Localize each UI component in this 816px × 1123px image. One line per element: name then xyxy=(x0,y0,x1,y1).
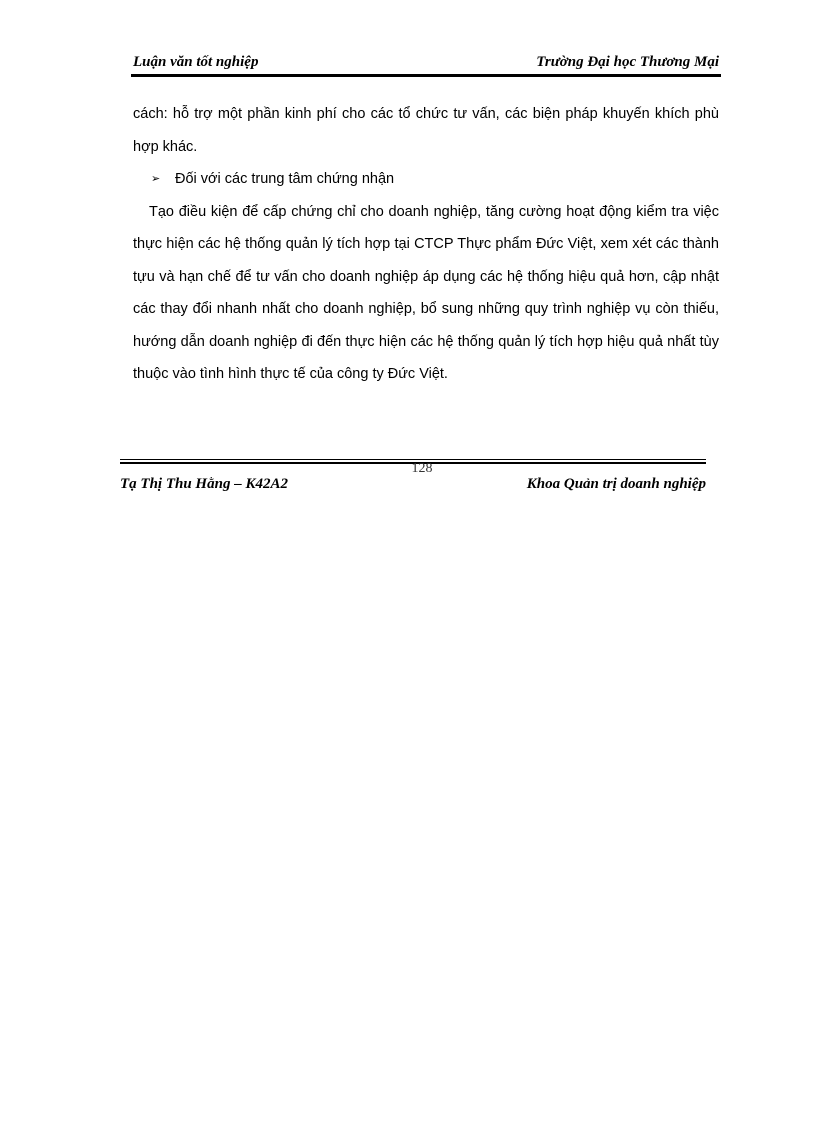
page-header xyxy=(133,52,719,74)
footer-author: Tạ Thị Thu Hằng – K42A2 xyxy=(120,476,288,492)
header-thesis-label: Luận văn tốt nghiệp xyxy=(133,54,259,70)
bullet-heading xyxy=(133,163,719,196)
page-number: 128 xyxy=(411,461,433,476)
paragraph-continuation: cách: hỗ trợ một phần kinh phí cho các tổ chức tư vấn, các biện pháp khuyến khích phù hợp khác. xyxy=(133,106,719,155)
paragraph-certification-centers: Tạo điều kiện để cấp chứng chỉ cho doanh nghiệp, tăng cường hoạt động kiểm tra việc thực hiện các hệ thống quản lý tích hợp tại CTCP Thực phẩm Đức Việt, xem xét các thành tựu và hạn chế để tư vấn cho doanh nghiệp áp dụng các hệ thống hiệu quả hơn, cập nhật các thay đổi nhanh nhất cho doanh nghiệp, bổ sung những quy trình nghiệp vụ còn thiếu, hướng dẫn doanh nghiệp đi đến thực hiện các hệ thống quản lý tích hợp hiệu quả nhất tùy thuộc vào tình hình thực tế của công ty Đức Việt. xyxy=(133,203,719,382)
header-university-name: Trường Đại học Thương Mại xyxy=(536,54,719,70)
arrow-bullet-icon: ➢ xyxy=(151,173,161,185)
header-divider xyxy=(131,74,721,77)
page-body xyxy=(133,98,719,391)
footer-faculty: Khoa Quản trị doanh nghiệp xyxy=(526,476,706,492)
bullet-heading-text: Đối với các trung tâm chứng nhận xyxy=(175,171,395,187)
